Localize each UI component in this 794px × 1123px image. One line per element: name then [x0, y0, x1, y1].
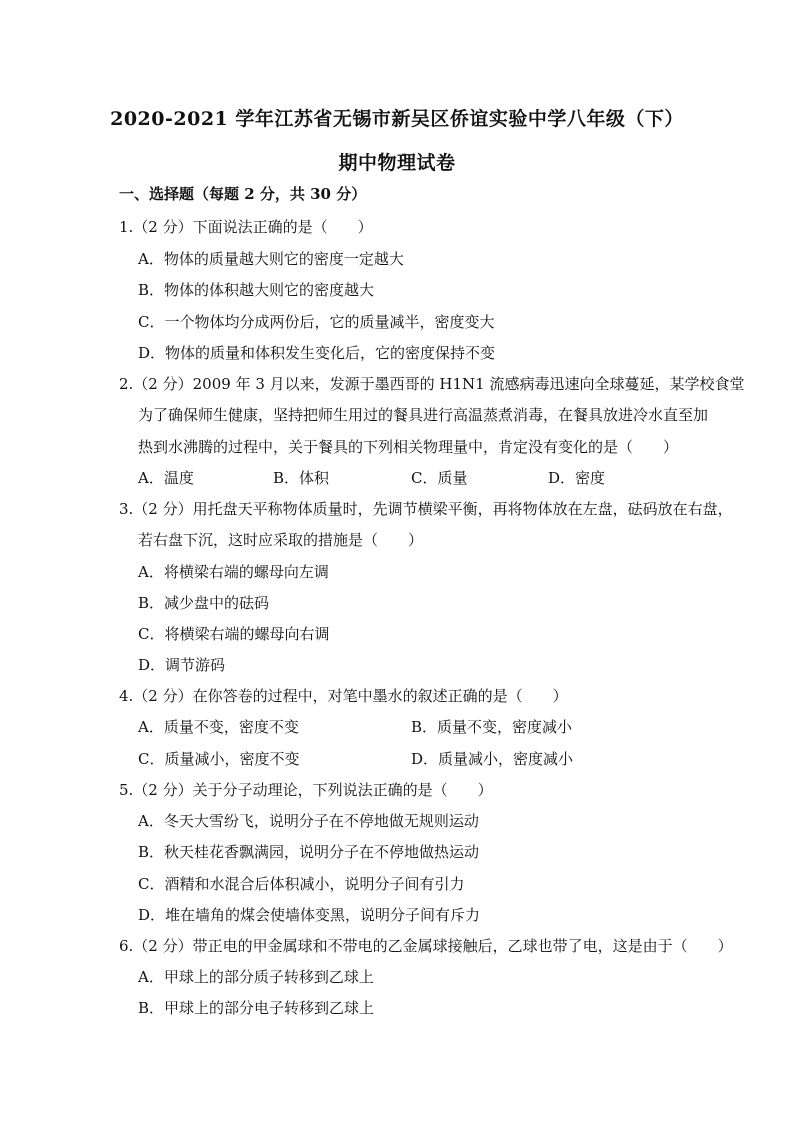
question-2-option-a: A．温度: [138, 469, 194, 487]
question-1-option-a: A．物体的质量越大则它的密度一定越大: [138, 250, 404, 268]
question-4-option-c: C．质量减小，密度不变: [138, 750, 300, 768]
question-2-stem: 2.（2 分）2009 年 3 月以来，发源于墨西哥的 H1N1 流感病毒迅速向全球蔓延，某学校食堂: [119, 375, 745, 393]
question-5-option-a: A．冬天大雪纷飞，说明分子在不停地做无规则运动: [138, 812, 479, 830]
question-3-option-b: B．减少盘中的砝码: [138, 594, 270, 612]
question-6-option-b: B．甲球上的部分电子转移到乙球上: [138, 999, 375, 1017]
question-3-stem: 3.（2 分）用托盘天平称物体质量时，先调节横梁平衡，再将物体放在左盘，砝码放在右盘，: [119, 500, 733, 518]
question-4-option-d: D．质量减小，密度减小: [411, 750, 574, 768]
question-1-option-c: C．一个物体均分成两份后，它的质量减半，密度变大: [138, 313, 495, 331]
question-6-option-a: A．甲球上的部分质子转移到乙球上: [138, 968, 374, 986]
question-5-option-c: C．酒精和水混合后体积减小，说明分子间有引力: [138, 875, 465, 893]
question-2-stem-cont: 热到水沸腾的过程中，关于餐具的下列相关物理量中，肯定没有变化的是（ ）: [138, 438, 679, 456]
question-5-option-d: D．堆在墙角的煤会使墙体变黑，说明分子间有斥力: [138, 906, 481, 924]
question-2-option-b: B．体积: [273, 469, 330, 487]
question-2-option-d: D．密度: [548, 469, 606, 487]
section-heading: 一、选择题（每题 2 分，共 30 分）: [119, 185, 367, 203]
question-4-option-b: B．质量不变，密度减小: [411, 718, 573, 736]
question-3-option-d: D．调节游码: [138, 656, 226, 674]
exam-subtitle: 期中物理试卷: [338, 152, 456, 174]
exam-title: 2020-2021 学年江苏省无锡市新吴区侨谊实验中学八年级（下）: [110, 108, 684, 130]
question-4-stem: 4.（2 分）在你答卷的过程中，对笔中墨水的叙述正确的是（ ）: [119, 687, 568, 705]
question-5-stem: 5.（2 分）关于分子动理论，下列说法正确的是（ ）: [119, 781, 493, 799]
question-3-option-c: C．将横梁右端的螺母向右调: [138, 625, 330, 643]
question-5-option-b: B．秋天桂花香飘满园，说明分子在不停地做热运动: [138, 843, 480, 861]
question-1-stem: 1.（2 分）下面说法正确的是（ ）: [119, 218, 373, 236]
question-1-option-d: D．物体的质量和体积发生变化后，它的密度保持不变: [138, 344, 496, 362]
question-1-option-b: B．物体的体积越大则它的密度越大: [138, 281, 375, 299]
question-2-stem-cont: 为了确保师生健康，坚持把师生用过的餐具进行高温蒸煮消毒，在餐具放进冷水直至加: [138, 406, 709, 424]
question-6-stem: 6.（2 分）带正电的甲金属球和不带电的乙金属球接触后，乙球也带了电，这是由于（ ）: [119, 937, 733, 955]
question-3-stem-cont: 若右盘下沉，这时应采取的措施是（ ）: [138, 531, 424, 549]
question-4-option-a: A．质量不变，密度不变: [138, 718, 299, 736]
question-2-option-c: C．质量: [411, 469, 468, 487]
question-3-option-a: A．将横梁右端的螺母向左调: [138, 563, 329, 581]
